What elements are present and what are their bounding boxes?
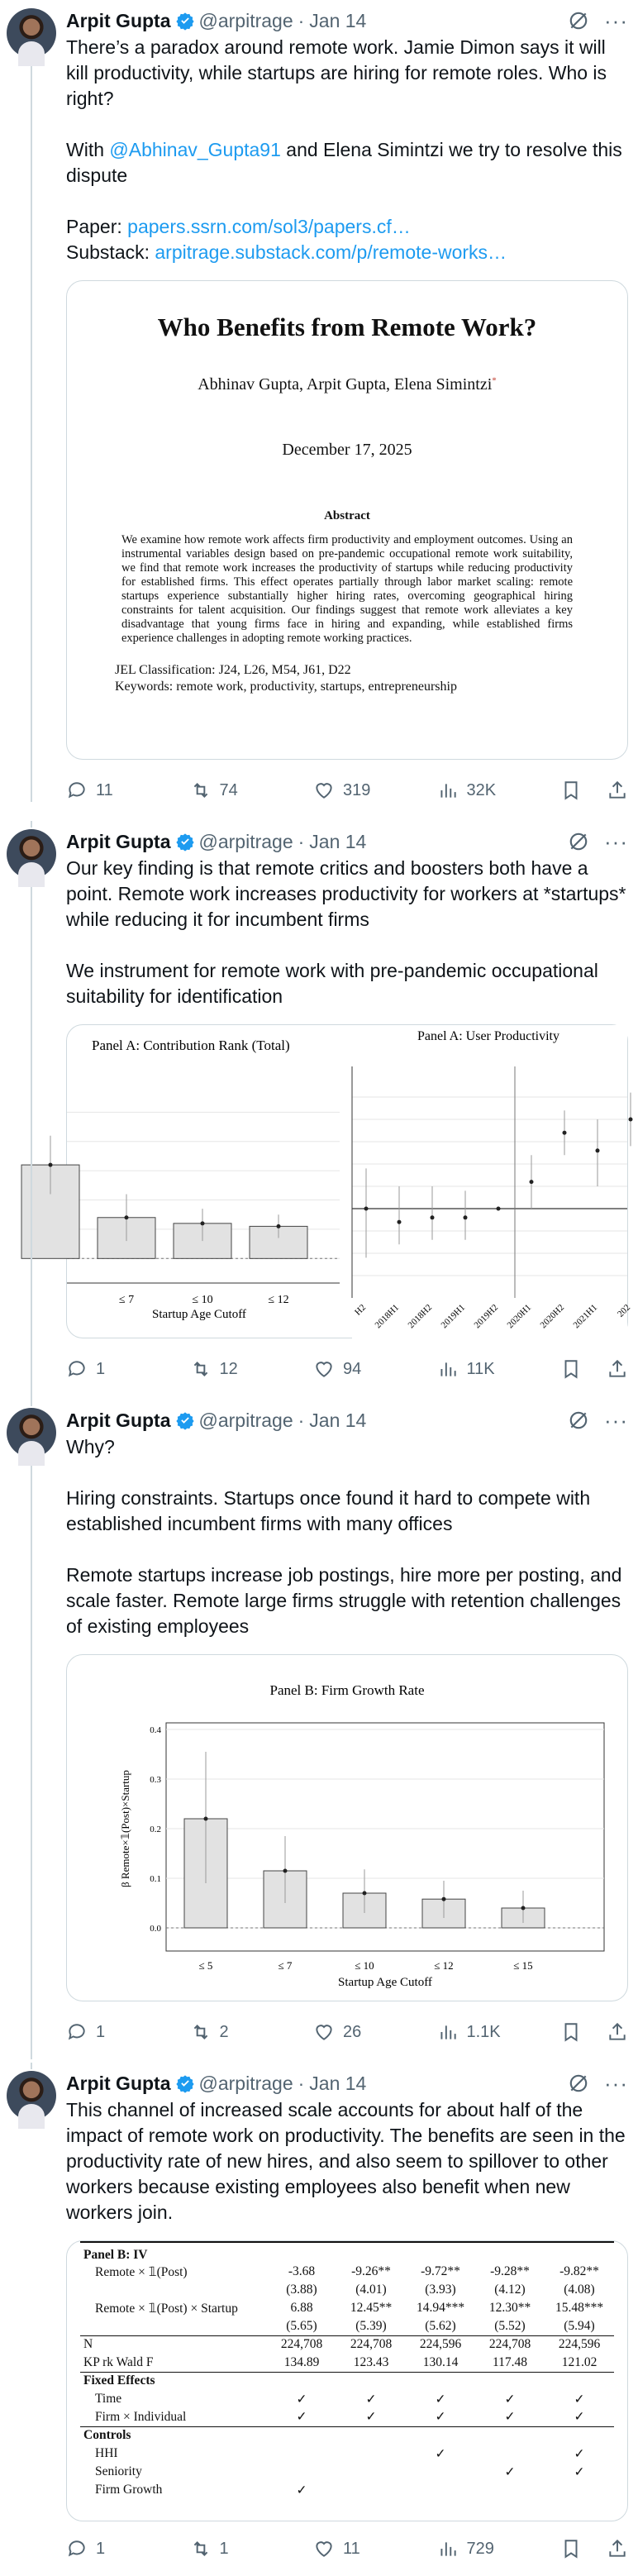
- bookmark-icon[interactable]: [560, 780, 582, 801]
- tweet-actions: [66, 1338, 628, 1400]
- tweet-paragraph: Hiring constraints. Startups once found it hard to compete with established incumbent firms with many offices: [66, 1487, 591, 1534]
- table-cell: (5.62): [425, 2318, 456, 2333]
- paper-authors-text: Abhinav Gupta, Arpit Gupta, Elena Simintzi: [198, 375, 493, 394]
- mention-link[interactable]: @Abhinav_Gupta91: [109, 139, 281, 160]
- abstract-text: We examine how remote work affects firm productivity and employment outcomes. Using an instrumental variables design based on pre-pandemic occupational remote work suitability, we find that remote work increases the productivity of startups while reducing productivity for established firms. This effect operates partially through labor market scaling: remote startups experience substantially higher hiring rates, overcoming geographical hiring constraints for talent acquisition. Our findings suggest that remote work alleviates a key disadvantage that young firms face in hiring and expanding, while established firms experience challenges in adopting remote working practices.: [121, 533, 573, 645]
- row-label: N: [80, 2335, 267, 2354]
- jel-codes: [115, 662, 579, 695]
- data-point: [364, 1207, 369, 1211]
- x-axis-label: Startup Age Cutoff: [338, 1976, 432, 1989]
- table-row: [80, 2242, 614, 2263]
- row-label: Panel B: IV: [80, 2242, 614, 2263]
- heart-icon: [313, 2021, 335, 2043]
- table-cell: ✓: [296, 2392, 307, 2407]
- table-row: [80, 2426, 614, 2445]
- like-count: 26: [343, 2022, 362, 2041]
- share-icon[interactable]: [607, 1358, 628, 1380]
- table-cell: 117.48: [492, 2354, 528, 2369]
- x-tick-label: 2019H1: [439, 1302, 468, 1331]
- x-tick-label: ≤ 5: [198, 1959, 213, 1972]
- table-cell: [267, 2445, 336, 2463]
- table-row: [80, 2281, 614, 2299]
- table-cell: [267, 2463, 336, 2481]
- tweet-actions: [66, 2521, 628, 2576]
- table-row: [80, 2445, 614, 2463]
- tweet-paragraph: [66, 214, 628, 240]
- table-row: [80, 2372, 614, 2390]
- thread-connector: [31, 1400, 32, 1406]
- like-button[interactable]: [313, 780, 437, 801]
- x-tick-label: 2020H1: [505, 1302, 534, 1331]
- table-cell: 15.48***: [555, 2301, 604, 2315]
- table-cell: ✓: [365, 2410, 377, 2425]
- right-chart-bg: [352, 1025, 627, 1339]
- bookmark-icon[interactable]: [560, 2021, 582, 2043]
- author-name[interactable]: Arpit Gupta: [66, 9, 171, 31]
- tweet-header: [66, 828, 628, 856]
- x-tick-label: ≤ 7: [278, 1959, 293, 1972]
- table-cell: 224,596: [406, 2335, 475, 2354]
- reply-count: 1: [96, 2539, 106, 2558]
- row-label: [80, 2281, 267, 2299]
- share-icon[interactable]: [607, 2538, 628, 2559]
- grok-icon[interactable]: [568, 831, 589, 852]
- views-count: 11K: [466, 1359, 495, 1378]
- x-axis-label: Startup Age Cutoff: [152, 1308, 246, 1321]
- avatar[interactable]: [7, 1408, 56, 1457]
- panel-b-chart: [67, 1655, 627, 2002]
- like-button[interactable]: [313, 2538, 437, 2559]
- data-point: [629, 1118, 633, 1122]
- repost-icon: [190, 1358, 212, 1380]
- tweet-paragraph: This channel of increased scale accounts for about half of the impact of remote work on productivity. The benefits are seen in the productivity rate of new hires, and also seem to spillover to other workers because existing employees also benefit when new workers join.: [66, 2099, 626, 2223]
- repost-button[interactable]: [190, 780, 314, 801]
- table-cell: ✓: [296, 2410, 307, 2425]
- table-cell: ✓: [365, 2392, 377, 2407]
- verified-badge-icon: [176, 832, 194, 851]
- substack-link[interactable]: arpitrage.substack.com/p/remote-works…: [155, 241, 507, 263]
- x-tick-label: 2020H2: [538, 1302, 567, 1331]
- paper-label: Paper:: [66, 216, 128, 237]
- reply-icon: [66, 1358, 88, 1380]
- data-point: [464, 1215, 468, 1219]
- tweet-date[interactable]: Jan 14: [309, 1409, 367, 1431]
- y-tick-label: 0.4: [150, 1725, 161, 1735]
- repost-button[interactable]: [190, 2021, 314, 2043]
- tweet-paragraph: Remote startups increase job postings, hire more per posting, and scale faster. Remote large firms struggle with retention challenges of existing employees: [66, 1564, 622, 1637]
- table-row: [80, 2263, 614, 2281]
- heart-icon: [313, 1358, 335, 1380]
- right-chart-title: Panel A: User Productivity: [417, 1029, 559, 1043]
- table-cell: ✓: [504, 2410, 516, 2425]
- tweet-header: [66, 7, 628, 35]
- tweet-date[interactable]: Jan 14: [309, 830, 367, 852]
- repost-count: 2: [219, 2022, 229, 2041]
- avatar[interactable]: [7, 829, 56, 879]
- author-handle[interactable]: @arpitrage: [198, 830, 293, 852]
- more-options-icon[interactable]: ···: [604, 2071, 628, 2096]
- table-cell: ✓: [435, 2410, 446, 2425]
- tweet-actions: [66, 760, 628, 821]
- x-tick-label: 2018H1: [373, 1302, 402, 1331]
- separator-dot: ·: [298, 2072, 305, 2094]
- table-cell: ✓: [504, 2392, 516, 2407]
- avatar[interactable]: [7, 8, 56, 58]
- reply-count: 1: [96, 2022, 106, 2041]
- reply-icon: [66, 2021, 88, 2043]
- views-icon: [437, 2538, 459, 2559]
- x-tick-label: ≤ 15: [513, 1959, 533, 1972]
- data-point: [521, 1906, 526, 1911]
- table-cell: -9.72**: [421, 2264, 460, 2278]
- tweet-text: [66, 856, 628, 1009]
- views-button[interactable]: [437, 2538, 561, 2559]
- like-button[interactable]: [313, 1358, 437, 1380]
- row-label: Time: [95, 2392, 122, 2406]
- author-handle[interactable]: @arpitrage: [198, 9, 293, 31]
- chart-image[interactable]: [66, 1654, 628, 2001]
- thread-connector: [31, 821, 32, 828]
- table-cell: -9.26**: [351, 2264, 391, 2278]
- thread-connector: [31, 880, 32, 1401]
- paper-link[interactable]: papers.ssrn.com/sol3/papers.cf…: [127, 216, 411, 237]
- table-cell: [475, 2481, 545, 2499]
- table-cell: (3.93): [425, 2283, 456, 2297]
- repost-count: 74: [219, 780, 238, 799]
- table-row: [80, 2317, 614, 2335]
- table-cell: (4.08): [564, 2283, 595, 2297]
- separator-dot: ·: [298, 830, 305, 852]
- table-row: [80, 2408, 614, 2426]
- table-row: [80, 2354, 614, 2372]
- grok-icon[interactable]: [568, 2073, 589, 2094]
- row-label: Remote × 𝟙(Post) × Startup: [95, 2301, 238, 2316]
- data-point: [497, 1207, 501, 1211]
- panel-a-charts: [67, 1025, 633, 1339]
- author-handle[interactable]: @arpitrage: [198, 1409, 293, 1431]
- y-tick-label: 0.0: [150, 1924, 161, 1934]
- views-icon: [437, 780, 459, 801]
- like-count: 94: [343, 1359, 362, 1378]
- table-cell: ✓: [574, 2392, 585, 2407]
- repost-icon: [190, 2538, 212, 2559]
- share-icon[interactable]: [607, 2021, 628, 2043]
- table-cell: ✓: [296, 2483, 307, 2497]
- row-label: KP rk Wald F: [83, 2354, 154, 2369]
- table-cell: 14.94***: [416, 2301, 465, 2315]
- tweet-actions: [66, 2001, 628, 2063]
- author-name[interactable]: Arpit Gupta: [66, 1409, 171, 1431]
- reply-icon: [66, 2538, 88, 2559]
- table-cell: [406, 2463, 475, 2481]
- y-tick-label: 0.2: [150, 1825, 161, 1834]
- more-options-icon[interactable]: ···: [604, 8, 628, 33]
- table-row: [80, 2390, 614, 2408]
- repost-count: 1: [219, 2539, 229, 2558]
- paper-title: Who Benefits from Remote Work?: [157, 312, 537, 341]
- table-cell: (5.94): [564, 2318, 595, 2333]
- x-tick-label: 202: [615, 1302, 633, 1319]
- views-count: 1.1K: [466, 2022, 501, 2041]
- table-cell: (4.12): [494, 2283, 526, 2297]
- table-cell: (5.65): [286, 2318, 317, 2333]
- row-label: Controls: [80, 2426, 614, 2445]
- table-row: [80, 2299, 614, 2317]
- verified-badge-icon: [176, 2074, 194, 2092]
- like-button[interactable]: [313, 2021, 437, 2043]
- like-count: 11: [343, 2539, 360, 2558]
- tweet-paragraph: We instrument for remote work with pre-pandemic occupational suitability for identification: [66, 960, 598, 1007]
- table-cell: ✓: [574, 2464, 585, 2479]
- text-fragment: and Elena Simintzi we try to resolve this dispute: [66, 139, 622, 186]
- x-tick-label: ≤ 12: [268, 1294, 289, 1306]
- bookmark-icon[interactable]: [560, 1358, 582, 1380]
- table-row: [80, 2463, 614, 2481]
- reply-button[interactable]: [66, 780, 190, 801]
- table-cell: 224,596: [545, 2335, 614, 2354]
- separator-dot: ·: [298, 1409, 305, 1431]
- table-cell: [336, 2463, 406, 2481]
- table-cell: [336, 2481, 406, 2499]
- tweet-paragraph: [66, 240, 628, 265]
- views-icon: [437, 1358, 459, 1380]
- row-label: Remote × 𝟙(Post): [95, 2264, 188, 2279]
- table-cell: 121.02: [561, 2354, 598, 2369]
- tweet-paragraph: [66, 137, 628, 188]
- table-cell: ✓: [574, 2446, 585, 2461]
- footnote-mark: *: [492, 375, 497, 386]
- more-options-icon[interactable]: ···: [604, 829, 628, 854]
- text-fragment: With: [66, 139, 110, 160]
- y-tick-label: 0.1: [150, 1874, 161, 1884]
- row-label: HHI: [95, 2446, 118, 2460]
- tweet-text: [66, 2097, 628, 2225]
- y-tick-label: 0.3: [150, 1775, 161, 1785]
- tweet-text: [66, 35, 628, 265]
- table-cell: -9.28**: [490, 2264, 530, 2278]
- regression-table-image[interactable]: [66, 2240, 628, 2521]
- tweet-paragraph: Our key finding is that remote critics and boosters both have a point. Remote work increases productivity for workers at *startups* while reducing it for incumbent firms: [66, 857, 626, 930]
- x-tick-label: 2019H2: [472, 1302, 501, 1331]
- author-handle[interactable]: @arpitrage: [198, 2072, 293, 2094]
- thread-connector: [31, 60, 32, 802]
- x-tick-label: ≤ 10: [192, 1294, 213, 1306]
- row-label: Firm × Individual: [95, 2409, 187, 2424]
- tweet-header: [66, 2069, 628, 2097]
- bookmark-icon[interactable]: [560, 2538, 582, 2559]
- repost-count: 12: [219, 1359, 238, 1378]
- author-name[interactable]: Arpit Gupta: [66, 2072, 171, 2094]
- views-icon: [437, 2021, 459, 2043]
- reply-icon: [66, 780, 88, 801]
- table-cell: 6.88: [290, 2301, 313, 2315]
- table-cell: 130.14: [422, 2354, 459, 2369]
- table-cell: [475, 2445, 545, 2463]
- table-cell: 224,708: [267, 2335, 336, 2354]
- table-cell: [545, 2481, 614, 2499]
- x-tick-label: ≤ 10: [355, 1959, 374, 1972]
- table-cell: [406, 2481, 475, 2499]
- views-button[interactable]: [437, 1358, 561, 1380]
- tweet-text: [66, 1434, 628, 1639]
- table-cell: ✓: [504, 2464, 516, 2479]
- table-cell: 224,708: [336, 2335, 406, 2354]
- repost-icon: [190, 780, 212, 801]
- views-button[interactable]: [437, 780, 561, 801]
- reply-button[interactable]: [66, 2021, 190, 2043]
- table-cell: (3.88): [286, 2283, 317, 2297]
- reply-button[interactable]: [66, 1358, 190, 1380]
- tweet-date[interactable]: Jan 14: [309, 9, 367, 31]
- reply-button[interactable]: [66, 2538, 190, 2559]
- more-options-icon[interactable]: ···: [604, 1408, 628, 1433]
- like-count: 319: [343, 780, 371, 799]
- table-cell: 123.43: [353, 2354, 389, 2369]
- row-label: Firm Growth: [95, 2483, 163, 2497]
- data-point: [596, 1148, 600, 1152]
- table-row: [80, 2335, 614, 2354]
- table-cell: -3.68: [288, 2264, 316, 2278]
- tweet-paragraph: There’s a paradox around remote work. Jamie Dimon says it will kill productivity, while startups are hiring for remote roles. Who is right?: [66, 36, 607, 109]
- repost-icon: [190, 2021, 212, 2043]
- views-count: 729: [466, 2539, 494, 2558]
- tweet-4[interactable]: [0, 2063, 638, 2576]
- reply-count: 11: [96, 780, 113, 799]
- data-point: [398, 1220, 402, 1224]
- tweet-1[interactable]: [0, 0, 638, 821]
- row-label: Seniority: [95, 2464, 142, 2478]
- repost-button[interactable]: [190, 2538, 314, 2559]
- data-point: [530, 1180, 534, 1184]
- data-point: [201, 1221, 205, 1225]
- tweet-3[interactable]: [0, 1400, 638, 2063]
- x-tick-label: ≤ 7: [118, 1294, 135, 1306]
- tweet-date[interactable]: Jan 14: [309, 2072, 367, 2094]
- share-icon[interactable]: [607, 780, 628, 801]
- table-cell: (5.39): [355, 2318, 387, 2333]
- separator-dot: ·: [298, 9, 305, 31]
- substack-label: Substack:: [66, 241, 155, 263]
- table-cell: 134.89: [283, 2354, 320, 2369]
- thread-connector: [31, 1459, 32, 2059]
- charts-image[interactable]: [66, 1024, 633, 1338]
- heart-icon: [313, 780, 335, 801]
- table-cell: -9.82**: [559, 2264, 599, 2278]
- grok-icon[interactable]: [568, 1410, 589, 1431]
- data-point: [49, 1163, 53, 1167]
- y-axis-label: β Remote×𝟙(Post)×Startup: [119, 1770, 131, 1887]
- thread-connector: [31, 2063, 32, 2069]
- table-cell: (4.01): [355, 2283, 387, 2297]
- data-point: [204, 1817, 208, 1821]
- jel-line: JEL Classification: J24, L26, M54, J61, D22: [115, 663, 351, 677]
- grok-icon[interactable]: [568, 10, 589, 31]
- verified-badge-icon: [176, 12, 194, 30]
- paper-authors: [115, 375, 579, 394]
- paper-date: December 17, 2025: [282, 441, 412, 459]
- table-cell: ✓: [435, 2392, 446, 2407]
- data-point: [277, 1224, 281, 1228]
- row-label: Fixed Effects: [80, 2372, 614, 2390]
- tweet-2[interactable]: [0, 821, 638, 1400]
- table-cell: 12.30**: [488, 2301, 531, 2315]
- table-cell: ✓: [574, 2410, 585, 2425]
- chart-title: Panel B: Firm Growth Rate: [269, 1682, 425, 1698]
- verified-badge-icon: [176, 1411, 194, 1429]
- table-cell: 224,708: [475, 2335, 545, 2354]
- row-label: [80, 2317, 267, 2335]
- abstract-heading: Abstract: [324, 509, 370, 522]
- repost-button[interactable]: [190, 1358, 314, 1380]
- regression-table: [80, 2241, 614, 2499]
- table-cell: ✓: [435, 2446, 446, 2461]
- heart-icon: [313, 2538, 335, 2559]
- keywords-line: Keywords: remote work, productivity, startups, entrepreneurship: [115, 680, 457, 694]
- x-tick-label: H2: [353, 1302, 369, 1318]
- table-cell: [336, 2445, 406, 2463]
- x-tick-label: 2021H1: [571, 1302, 600, 1331]
- author-name[interactable]: Arpit Gupta: [66, 830, 171, 852]
- table-row: [80, 2481, 614, 2499]
- table-cell: 12.45**: [350, 2301, 393, 2315]
- views-count: 32K: [466, 780, 497, 799]
- data-point: [431, 1215, 435, 1219]
- x-tick-label: 2018H2: [406, 1302, 435, 1331]
- data-point: [442, 1897, 446, 1901]
- reply-count: 1: [96, 1359, 106, 1378]
- left-chart-title: Panel A: Contribution Rank (Total): [92, 1038, 290, 1053]
- tweet-paragraph: Why?: [66, 1436, 115, 1457]
- data-point: [125, 1215, 129, 1219]
- avatar[interactable]: [7, 2071, 56, 2120]
- paper-image[interactable]: [66, 280, 628, 760]
- views-button[interactable]: [437, 2021, 561, 2043]
- data-point: [283, 1869, 288, 1873]
- table-cell: (5.52): [494, 2318, 526, 2333]
- tweet-header: [66, 1406, 628, 1434]
- x-tick-label: ≤ 12: [434, 1959, 454, 1972]
- data-point: [563, 1131, 567, 1135]
- data-point: [363, 1891, 367, 1896]
